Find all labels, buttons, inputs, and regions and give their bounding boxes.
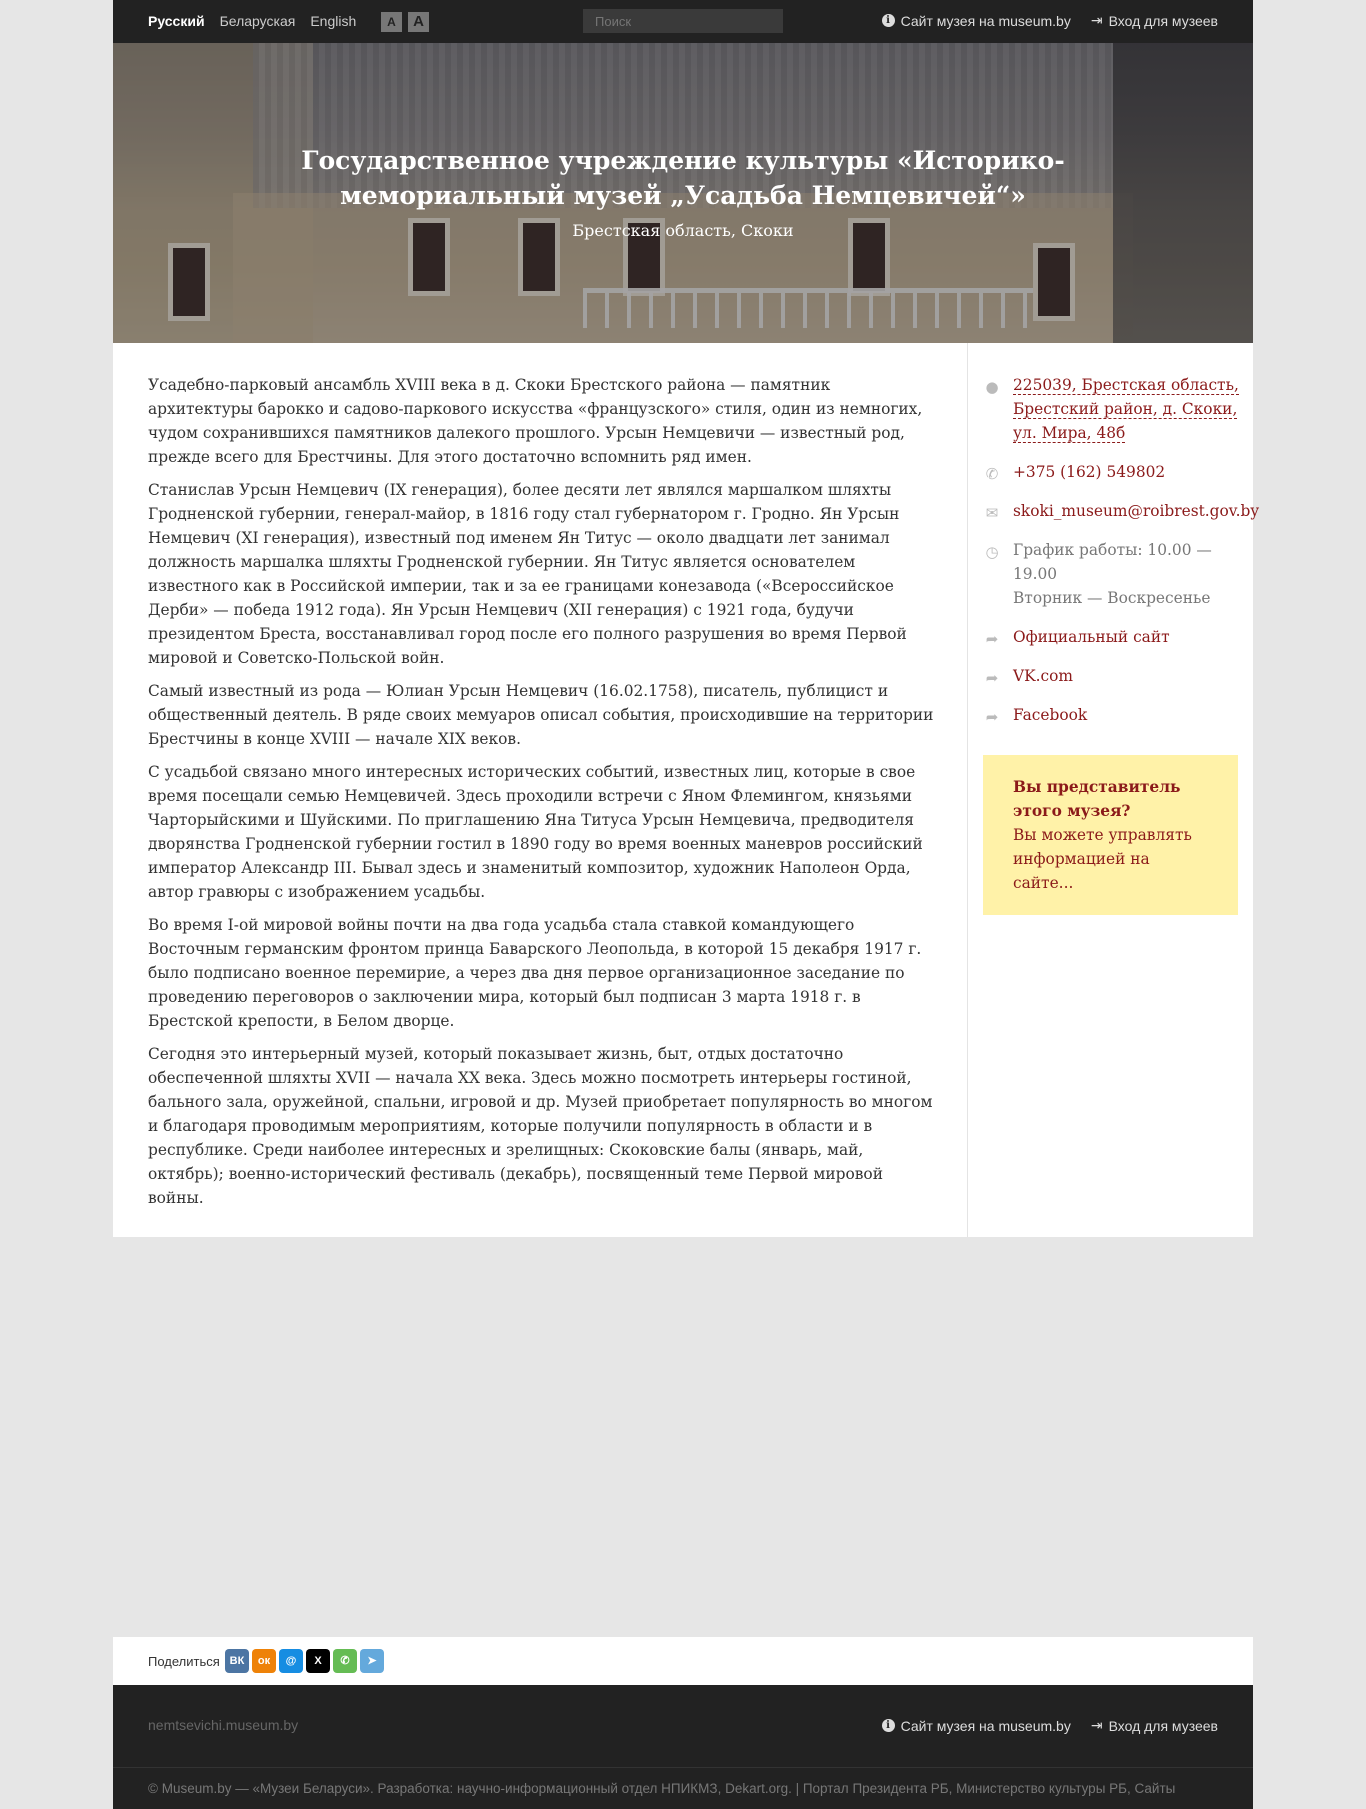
font-increase-button[interactable]: A — [408, 12, 429, 32]
sign-in-icon: ⇥ — [1090, 1717, 1103, 1733]
working-days: Вторник — Воскресенье — [1013, 589, 1211, 607]
search-input[interactable] — [583, 9, 783, 33]
address-link[interactable]: 225039, Брестская область, Брестский район, д. Скоки, ул. Мира, 48б — [1013, 376, 1239, 442]
footer-login-link[interactable] — [1091, 1717, 1218, 1734]
representative-title: Вы представитель этого музея? — [1013, 778, 1181, 820]
email-row — [983, 499, 1260, 523]
login-link[interactable] — [1091, 12, 1218, 29]
facebook-row — [983, 703, 1243, 727]
footer — [113, 1685, 1253, 1809]
lang-russian[interactable]: Русский — [148, 13, 205, 29]
column-divider — [967, 343, 968, 1237]
address-row — [983, 373, 1243, 445]
hours-row — [983, 538, 1243, 610]
vk-link[interactable]: VK.com — [1013, 667, 1073, 685]
footer-copyright: © Museum.by — «Музеи Беларуси». Разработка: научно-информационный отдел НПИКМЗ, Dekart.org. | Портал Президента РБ, Министерство культуры РБ, Сайты — [148, 1781, 1176, 1796]
login-link-label: Вход для музеев — [1108, 12, 1218, 29]
working-hours: График работы: 10.00 — 19.00 — [1013, 541, 1212, 583]
phone-icon: ✆ — [985, 465, 999, 483]
share-twitter-icon[interactable]: X — [306, 1649, 330, 1673]
representative-text: Вы можете управлять информацией на сайте... — [1013, 826, 1192, 892]
footer-divider — [113, 1767, 1253, 1768]
info-icon: i — [882, 14, 895, 27]
email-link[interactable]: skoki_museum@roibrest.gov.by — [1013, 502, 1260, 520]
footer-login-label: Вход для музеев — [1108, 1717, 1218, 1734]
article-paragraph: Станислав Урсын Немцевич (IX генерация), более десяти лет являлся маршалком шляхты Гродненской губернии, генерал-майор, в 1816 году стал губернатором г. Гродно. Ян Урсын Немцевич (XI генерация), известный под именем Ян Титус — около двадцати лет занимал должность маршалка шляхты Гродненской губернии. Ян Титус является основателем известного как в Российской империи, так и за ее границами конезавода («Всероссийское Дерби» — победа 1912 года). Ян Урсын Немцевич (XII генерация) с 1921 года, будучи президентом Бреста, восстанавливал город после его полного разрушения во время Первой мировой и Советско-Польской войн. — [148, 481, 907, 667]
official-site-row — [983, 625, 1243, 649]
article-paragraph: С усадьбой связано много интересных исторических событий, известных лиц, которые в свое время посещали семью Немцевичей. Здесь проходили встречи с Яном Флемингом, князьями Чарторыйскими и Шуйскими. По приглашению Яна Титуса Урсын Немцевича, предводителя дворянства Гродненской губернии гостил в 1890 году во время военных маневров российский император Александр III. Бывал здесь и знаменитый композитор, художник Наполеон Орда, автор гравюры с изображением усадьбы. — [148, 763, 923, 901]
museum-site-link-label: Сайт музея на museum.by — [900, 12, 1071, 29]
clock-icon: ◷ — [985, 543, 999, 561]
official-site-link[interactable]: Официальный сайт — [1013, 628, 1170, 646]
museum-region: Брестская область, Скоки — [572, 221, 794, 240]
phone-row — [983, 460, 1243, 484]
vk-row — [983, 664, 1243, 688]
article-paragraph: Усадебно-парковый ансамбль XVIII века в д. Скоки Брестского района — памятник архитектуры барокко и садово-паркового искусства «французского» стиля, один из немногих, чудом сохранившихся памятников далекого прошлого. Урсын Немцевичи — известный род, прежде всего для Брестчины. Для этого достаточно вспомнить ряд имен. — [148, 376, 923, 466]
share-bar — [113, 1637, 1253, 1685]
share-whatsapp-icon[interactable]: ✆ — [333, 1649, 357, 1673]
facebook-link[interactable]: Facebook — [1013, 706, 1088, 724]
footer-site-domain[interactable]: nemtsevichi.museum.by — [148, 1717, 299, 1733]
article-paragraph: Самый известный из рода — Юлиан Урсын Немцевич (16.02.1758), писатель, публицист и общественный деятель. В ряде своих мемуаров описал события, происходившие на территории Брестчины в конце XVIII — начале XIX веков. — [148, 682, 934, 748]
share-arrow-icon: ➦ — [985, 669, 999, 687]
share-telegram-icon[interactable]: ➤ — [360, 1649, 384, 1673]
envelope-icon: ✉ — [985, 504, 999, 522]
museum-site-link[interactable] — [882, 12, 1071, 29]
share-icons — [225, 1649, 384, 1673]
footer-museum-site-label: Сайт музея на museum.by — [900, 1717, 1071, 1734]
map-pin-icon: ● — [985, 378, 999, 396]
info-icon: i — [882, 1719, 895, 1732]
hero-banner — [113, 43, 1253, 343]
phone-link[interactable]: +375 (162) 549802 — [1013, 463, 1166, 481]
content-area — [113, 343, 1260, 1237]
sign-in-icon: ⇥ — [1090, 12, 1103, 28]
share-arrow-icon: ➦ — [985, 630, 999, 648]
share-vk-icon[interactable]: ВК — [225, 1649, 249, 1673]
share-odnoklassniki-icon[interactable]: ок — [252, 1649, 276, 1673]
font-decrease-button[interactable]: A — [381, 12, 402, 32]
language-switcher — [148, 13, 356, 29]
share-arrow-icon: ➦ — [985, 708, 999, 726]
contact-sidebar — [983, 373, 1260, 915]
article-paragraph: Сегодня это интерьерный музей, который показывает жизнь, быт, отдых достаточно обеспеченной шляхты XVII — начала XX века. Здесь можно посмотреть интерьеры гостиной, бального зала, оружейной, спальни, игровой и др. Музей приобретает популярность во многом и благодаря проводимым мероприятиям, которые получили популярность в области и в республике. Среди наиболее интересных и зрелищных: Скоковские балы (январь, май, октябрь); военно-исторический фестиваль (декабрь), посвященный теме Первой мировой войны. — [148, 1045, 933, 1207]
font-size-controls — [381, 12, 429, 32]
footer-museum-site-link[interactable] — [882, 1717, 1071, 1734]
lang-english[interactable]: English — [310, 13, 357, 29]
top-links — [882, 12, 1218, 29]
top-bar — [113, 0, 1253, 43]
museum-representative-box[interactable] — [983, 755, 1238, 915]
share-label: Поделиться — [148, 1654, 220, 1669]
footer-links — [882, 1717, 1218, 1734]
article-paragraph: Во время I-ой мировой войны почти на два года усадьба стала ставкой командующего Восточным германским фронтом принца Баварского Леопольда, в которой 15 декабря 1917 г. было подписано военное перемирие, а через два дня первое организационное заседание по проведению переговоров о заключении мира, который был подписан 3 марта 1918 г. в Брестской крепости, в Белом дворце. — [148, 916, 922, 1030]
lang-belarusian[interactable]: Беларуская — [219, 13, 296, 29]
article — [148, 373, 938, 1219]
museum-title: Государственное учреждение культуры «Историко-мемориальный музей „Усадьба Немцевичей“» — [301, 146, 1065, 210]
share-moimir-icon[interactable]: @ — [279, 1649, 303, 1673]
